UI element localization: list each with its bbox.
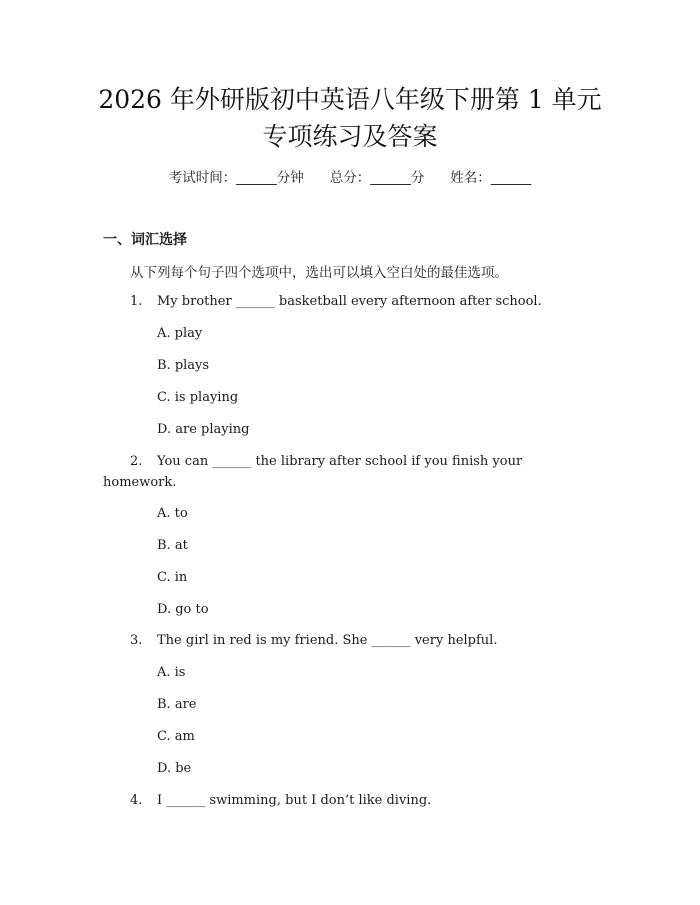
option-d: D. go to bbox=[157, 602, 209, 617]
option-b: B. plays bbox=[157, 358, 210, 373]
question-text-continued: homework. bbox=[103, 475, 177, 490]
exam-score: 总分：______分 bbox=[329, 170, 425, 186]
option-d: D. are playing bbox=[157, 422, 250, 437]
student-name: 姓名：______ bbox=[450, 170, 532, 186]
question-text: I ______ swimming, but I don’t like diving. bbox=[157, 793, 432, 808]
exam-info bbox=[0, 169, 700, 187]
exam-time: 考试时间：______分钟 bbox=[168, 170, 304, 186]
question-text: You can ______ the library after school if you finish your bbox=[157, 454, 523, 469]
question-text: The girl in red is my friend. She ______ very helpful. bbox=[157, 633, 498, 648]
question-number: 3. bbox=[130, 633, 143, 648]
option-a: A. to bbox=[157, 506, 188, 521]
option-c: C. in bbox=[157, 570, 188, 585]
question-number: 4. bbox=[130, 793, 143, 808]
option-a: A. is bbox=[157, 665, 186, 680]
question-number: 1. bbox=[130, 294, 143, 309]
section-instruction: 从下列每个句子四个选项中，选出可以填入空白处的最佳选项。 bbox=[130, 265, 508, 281]
option-c: C. is playing bbox=[157, 390, 239, 405]
option-c: C. am bbox=[157, 729, 195, 744]
option-b: B. are bbox=[157, 697, 197, 712]
section-heading: 一、词汇选择 bbox=[103, 232, 187, 248]
option-b: B. at bbox=[157, 538, 188, 553]
document-title-line-1: 2026 年外研版初中英语八年级下册第 1 单元 bbox=[98, 85, 602, 114]
option-a: A. play bbox=[157, 326, 203, 341]
document-title-line-2: 专项练习及答案 bbox=[262, 122, 438, 151]
question-number: 2. bbox=[130, 454, 143, 469]
option-d: D. be bbox=[157, 761, 192, 776]
question-text: My brother ______ basketball every afternoon after school. bbox=[157, 294, 542, 309]
